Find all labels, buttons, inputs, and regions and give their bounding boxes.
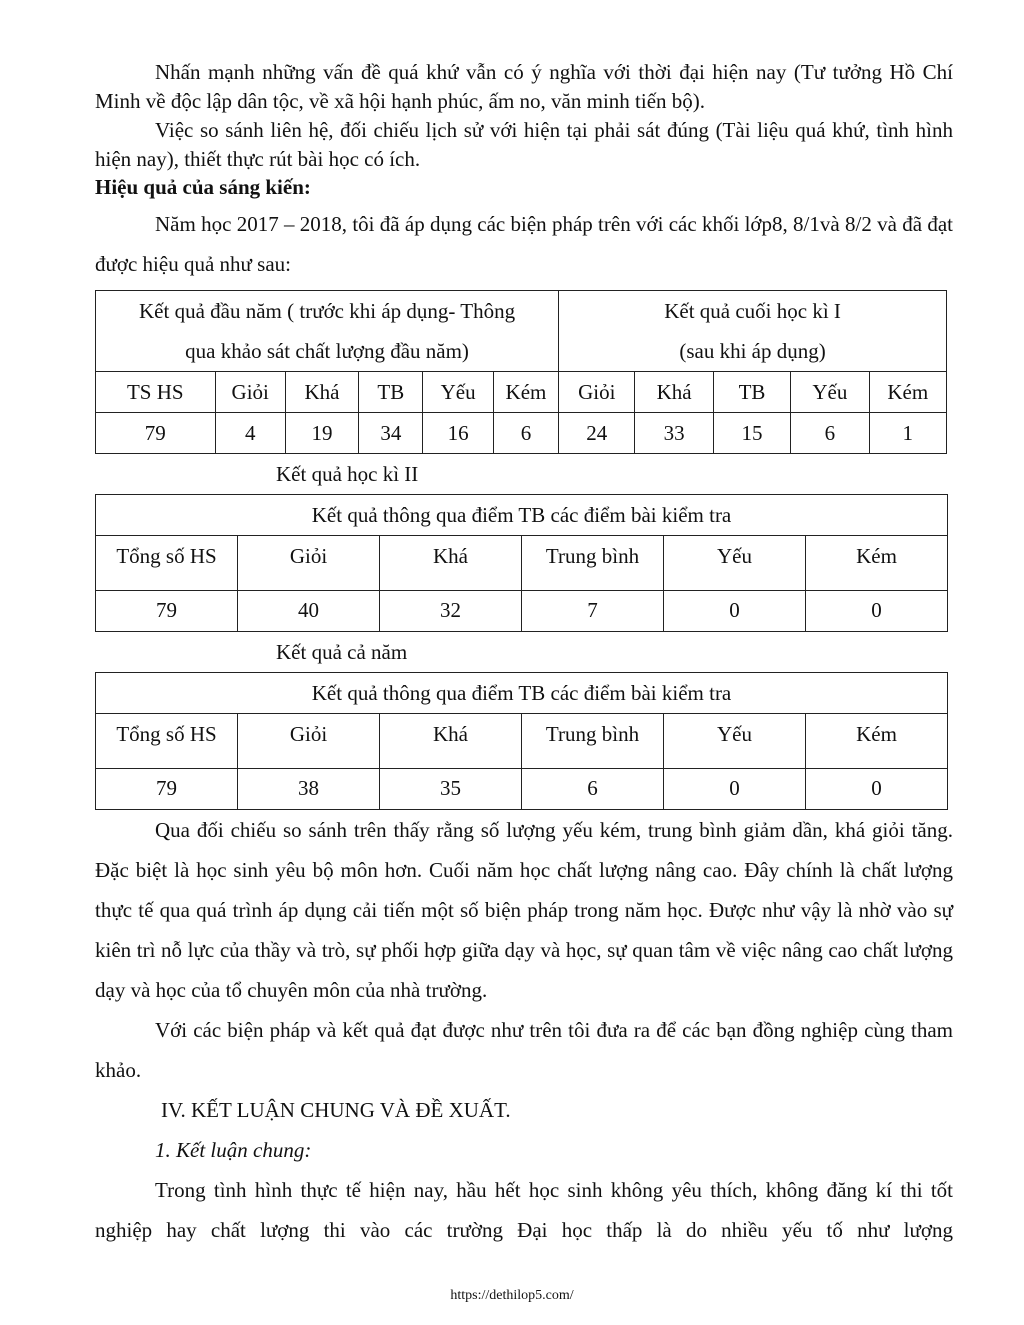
table1-col-ts-hs: TS HS — [96, 372, 216, 413]
table1-header-after-line1: Kết quả cuối học kì I — [664, 299, 841, 323]
paragraph-1: Nhấn mạnh những vấn đề quá khứ vẫn có ý nghĩa với thời đại hiện nay (Tư tưởng Hồ Chí Minh về độc lập dân tộc, về xã hội hạnh phúc, ấm no, văn minh tiến bộ). — [95, 60, 953, 113]
table1-cell: 33 — [635, 413, 713, 454]
table1-cell: 34 — [359, 413, 423, 454]
results-table-full-year — [95, 672, 948, 810]
table2-col-yeu: Yếu — [664, 536, 806, 591]
table1-cell: 15 — [713, 413, 790, 454]
table1-cell: 6 — [493, 413, 558, 454]
document-page — [95, 58, 953, 1250]
table1-col-yeu-before: Yếu — [423, 372, 493, 413]
paragraph-5: Với các biện pháp và kết quả đạt được như trên tôi đưa ra để các bạn đồng nghiệp cùng tham khảo. — [95, 1018, 953, 1082]
table3-title: Kết quả thông qua điểm TB các điểm bài kiểm tra — [96, 673, 948, 714]
results-table-start-vs-term1 — [95, 290, 947, 454]
table1-header-before — [96, 291, 559, 372]
table2-cell: 0 — [664, 591, 806, 632]
table1-cell: 24 — [559, 413, 635, 454]
effect-heading: Hiệu quả của sáng kiến: — [95, 175, 311, 199]
table1-header-after — [559, 291, 947, 372]
table2-values-row — [96, 591, 948, 632]
table1-col-tb-before: TB — [359, 372, 423, 413]
table3-cell: 38 — [238, 769, 380, 810]
table3-col-gioi: Giỏi — [238, 714, 380, 769]
conclusion-subheading: 1. Kết luận chung: — [155, 1138, 312, 1162]
table3-cell: 0 — [664, 769, 806, 810]
table1-cell: 4 — [215, 413, 285, 454]
table1-cell: 79 — [96, 413, 216, 454]
table3-col-trung-binh: Trung bình — [522, 714, 664, 769]
caption-full-year: Kết quả cả năm — [276, 640, 408, 664]
table2-column-headers — [96, 536, 948, 591]
table2-col-total: Tổng số HS — [96, 536, 238, 591]
table1-col-kha-before: Khá — [285, 372, 358, 413]
table2-col-trung-binh: Trung bình — [522, 536, 664, 591]
table2-cell: 0 — [806, 591, 948, 632]
table3-cell: 79 — [96, 769, 238, 810]
table3-column-headers — [96, 714, 948, 769]
table3-values-row — [96, 769, 948, 810]
table1-cell: 1 — [869, 413, 946, 454]
table1-header-before-line2: qua khảo sát chất lượng đầu năm) — [185, 339, 469, 363]
table2-cell: 32 — [380, 591, 522, 632]
table2-col-kem: Kém — [806, 536, 948, 591]
table1-col-kem-before: Kém — [493, 372, 558, 413]
paragraph-3: Năm học 2017 – 2018, tôi đã áp dụng các biện pháp trên với các khối lớp8, 8/1và 8/2 và đã đạt được hiệu quả như sau: — [95, 212, 953, 276]
paragraph-2: Việc so sánh liên hệ, đối chiếu lịch sử với hiện tại phải sát đúng (Tài liệu quá khứ, tình hình hiện nay), thiết thực rút bài học có ích. — [95, 118, 953, 171]
table2-title: Kết quả thông qua điểm TB các điểm bài kiểm tra — [96, 495, 948, 536]
table2-col-kha: Khá — [380, 536, 522, 591]
caption-term2: Kết quả học kì II — [276, 462, 419, 486]
table3-col-kem: Kém — [806, 714, 948, 769]
paragraph-6: Trong tình hình thực tế hiện nay, hầu hết học sinh không yêu thích, không đăng kí thi tốt nghiệp hay chất lượng thi vào các trường Đại học thấp là do nhiều yếu tố như lượng — [95, 1178, 953, 1242]
table3-cell: 35 — [380, 769, 522, 810]
table1-col-yeu-after: Yếu — [791, 372, 869, 413]
table1-col-kem-after: Kém — [869, 372, 946, 413]
table1-values-row — [96, 413, 947, 454]
table2-col-gioi: Giỏi — [238, 536, 380, 591]
table1-col-tb-after: TB — [713, 372, 790, 413]
table1-col-kha-after: Khá — [635, 372, 713, 413]
paragraph-4: Qua đối chiếu so sánh trên thấy rằng số lượng yếu kém, trung bình giảm dần, khá giỏi tăng. Đặc biệt là học sinh yêu bộ môn hơn. Cuối năm học chất lượng nâng cao. Đây chính là chất lượng thực tế qua quá trình áp dụng cải tiến một số biện pháp trong năm học. Được như vậy là nhờ vào sự kiên trì nỗ lực của thầy và trò, sự phối hợp giữa dạy và học, sự quan tâm về việc nâng cao chất lượng dạy và học của tổ chuyên môn của nhà trường. — [95, 818, 953, 1002]
table2-cell: 7 — [522, 591, 664, 632]
table3-col-kha: Khá — [380, 714, 522, 769]
table3-col-total: Tổng số HS — [96, 714, 238, 769]
table1-cell: 19 — [285, 413, 358, 454]
table3-cell: 6 — [522, 769, 664, 810]
table2-cell: 79 — [96, 591, 238, 632]
table1-col-gioi-after: Giỏi — [559, 372, 635, 413]
table1-cell: 16 — [423, 413, 493, 454]
table1-cell: 6 — [791, 413, 869, 454]
table3-cell: 0 — [806, 769, 948, 810]
results-table-term2 — [95, 494, 948, 632]
table1-header-after-line2: (sau khi áp dụng) — [679, 339, 826, 363]
table1-col-gioi-before: Giỏi — [215, 372, 285, 413]
table3-col-yeu: Yếu — [664, 714, 806, 769]
section-heading: IV. KẾT LUẬN CHUNG VÀ ĐỀ XUẤT. — [161, 1098, 511, 1122]
table1-column-headers — [96, 372, 947, 413]
footer-url: https://dethilop5.com/ — [450, 1288, 574, 1303]
table1-header-before-line1: Kết quả đầu năm ( trước khi áp dụng- Thông — [139, 299, 516, 323]
table2-cell: 40 — [238, 591, 380, 632]
